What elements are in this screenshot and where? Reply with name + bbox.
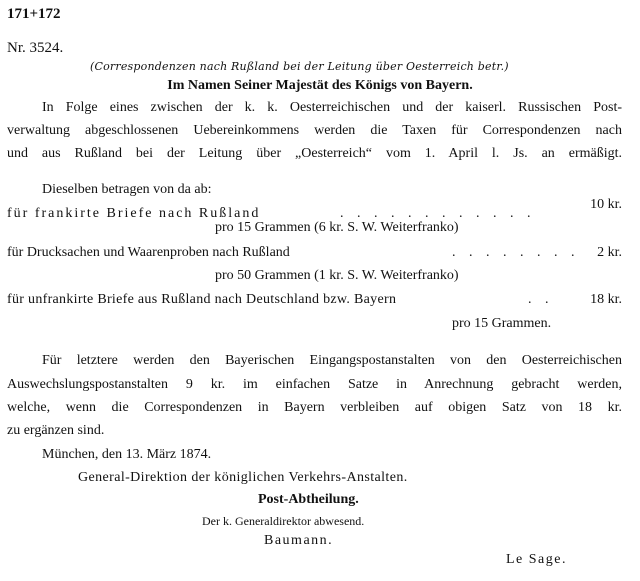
document-subject: (Correspondenzen nach Rußland bei der Leitung über Oesterreich betr.) <box>90 60 509 73</box>
rate-dots: . . <box>528 292 554 307</box>
document-number: Nr. 3524. <box>7 40 64 56</box>
intro-line-2: verwaltung abgeschlossenen Uebereinkommens werden die Taxen für Correspondenzen nach <box>7 123 622 138</box>
intro-line-3: und aus Rußland bei der Leitung über „Oesterreich“ vom 1. April l. Js. an ermäßigt. <box>7 146 622 161</box>
rate-note: pro 50 Grammen (1 kr. S. W. Weiterfranko) <box>215 268 459 283</box>
issuing-authority: General-Direktion der königlichen Verkehrs-Anstalten. <box>78 470 408 485</box>
rate-label: für unfrankirte Briefe aus Rußland nach Deutschland bzw. Bayern <box>7 292 397 307</box>
closing-line-2: Auswechslungspostanstalten 9 kr. im einfachen Satze in Anrechnung gebracht werden, <box>7 377 622 392</box>
signatory-name: Baumann. <box>264 533 334 548</box>
rate-amount: 10 kr. <box>590 197 622 212</box>
rate-dots: . . . . . . . . . . . . <box>340 206 536 221</box>
rate-note: pro 15 Grammen. <box>452 316 552 331</box>
closing-line-3: welche, wenn die Correspondenzen in Bayern verbleiben auf obigen Satz von 18 kr. <box>7 400 622 415</box>
intro-line-1: In Folge eines zwischen der k. k. Oesterreichischen und der kaiserl. Russischen Post- <box>42 100 622 115</box>
absence-note: Der k. Generaldirektor abwesend. <box>202 514 365 528</box>
rate-label: für Drucksachen und Waarenproben nach Rußland <box>7 245 290 260</box>
page-range: 171+172 <box>7 6 61 22</box>
rate-note: pro 15 Grammen (6 kr. S. W. Weiterfranko) <box>215 220 459 235</box>
rates-intro: Dieselben betragen von da ab: <box>42 182 212 197</box>
rate-amount: 18 kr. <box>590 292 622 307</box>
rate-amount: 2 kr. <box>597 245 622 260</box>
place-date: München, den 13. März 1874. <box>42 447 212 462</box>
department: Post-Abtheilung. <box>258 492 359 507</box>
rate-dots: . . . . . . . . <box>452 245 580 260</box>
closing-line-1: Für letztere werden den Bayerischen Eingangspostanstalten von den Oesterreichischen <box>42 353 622 368</box>
rate-label: für frankirte Briefe nach Rußland <box>7 206 261 221</box>
proclamation-heading: Im Namen Seiner Majestät des Königs von Bayern. <box>167 78 473 93</box>
closing-line-4: zu ergänzen sind. <box>7 423 105 438</box>
clerk-name: Le Sage. <box>506 552 567 567</box>
